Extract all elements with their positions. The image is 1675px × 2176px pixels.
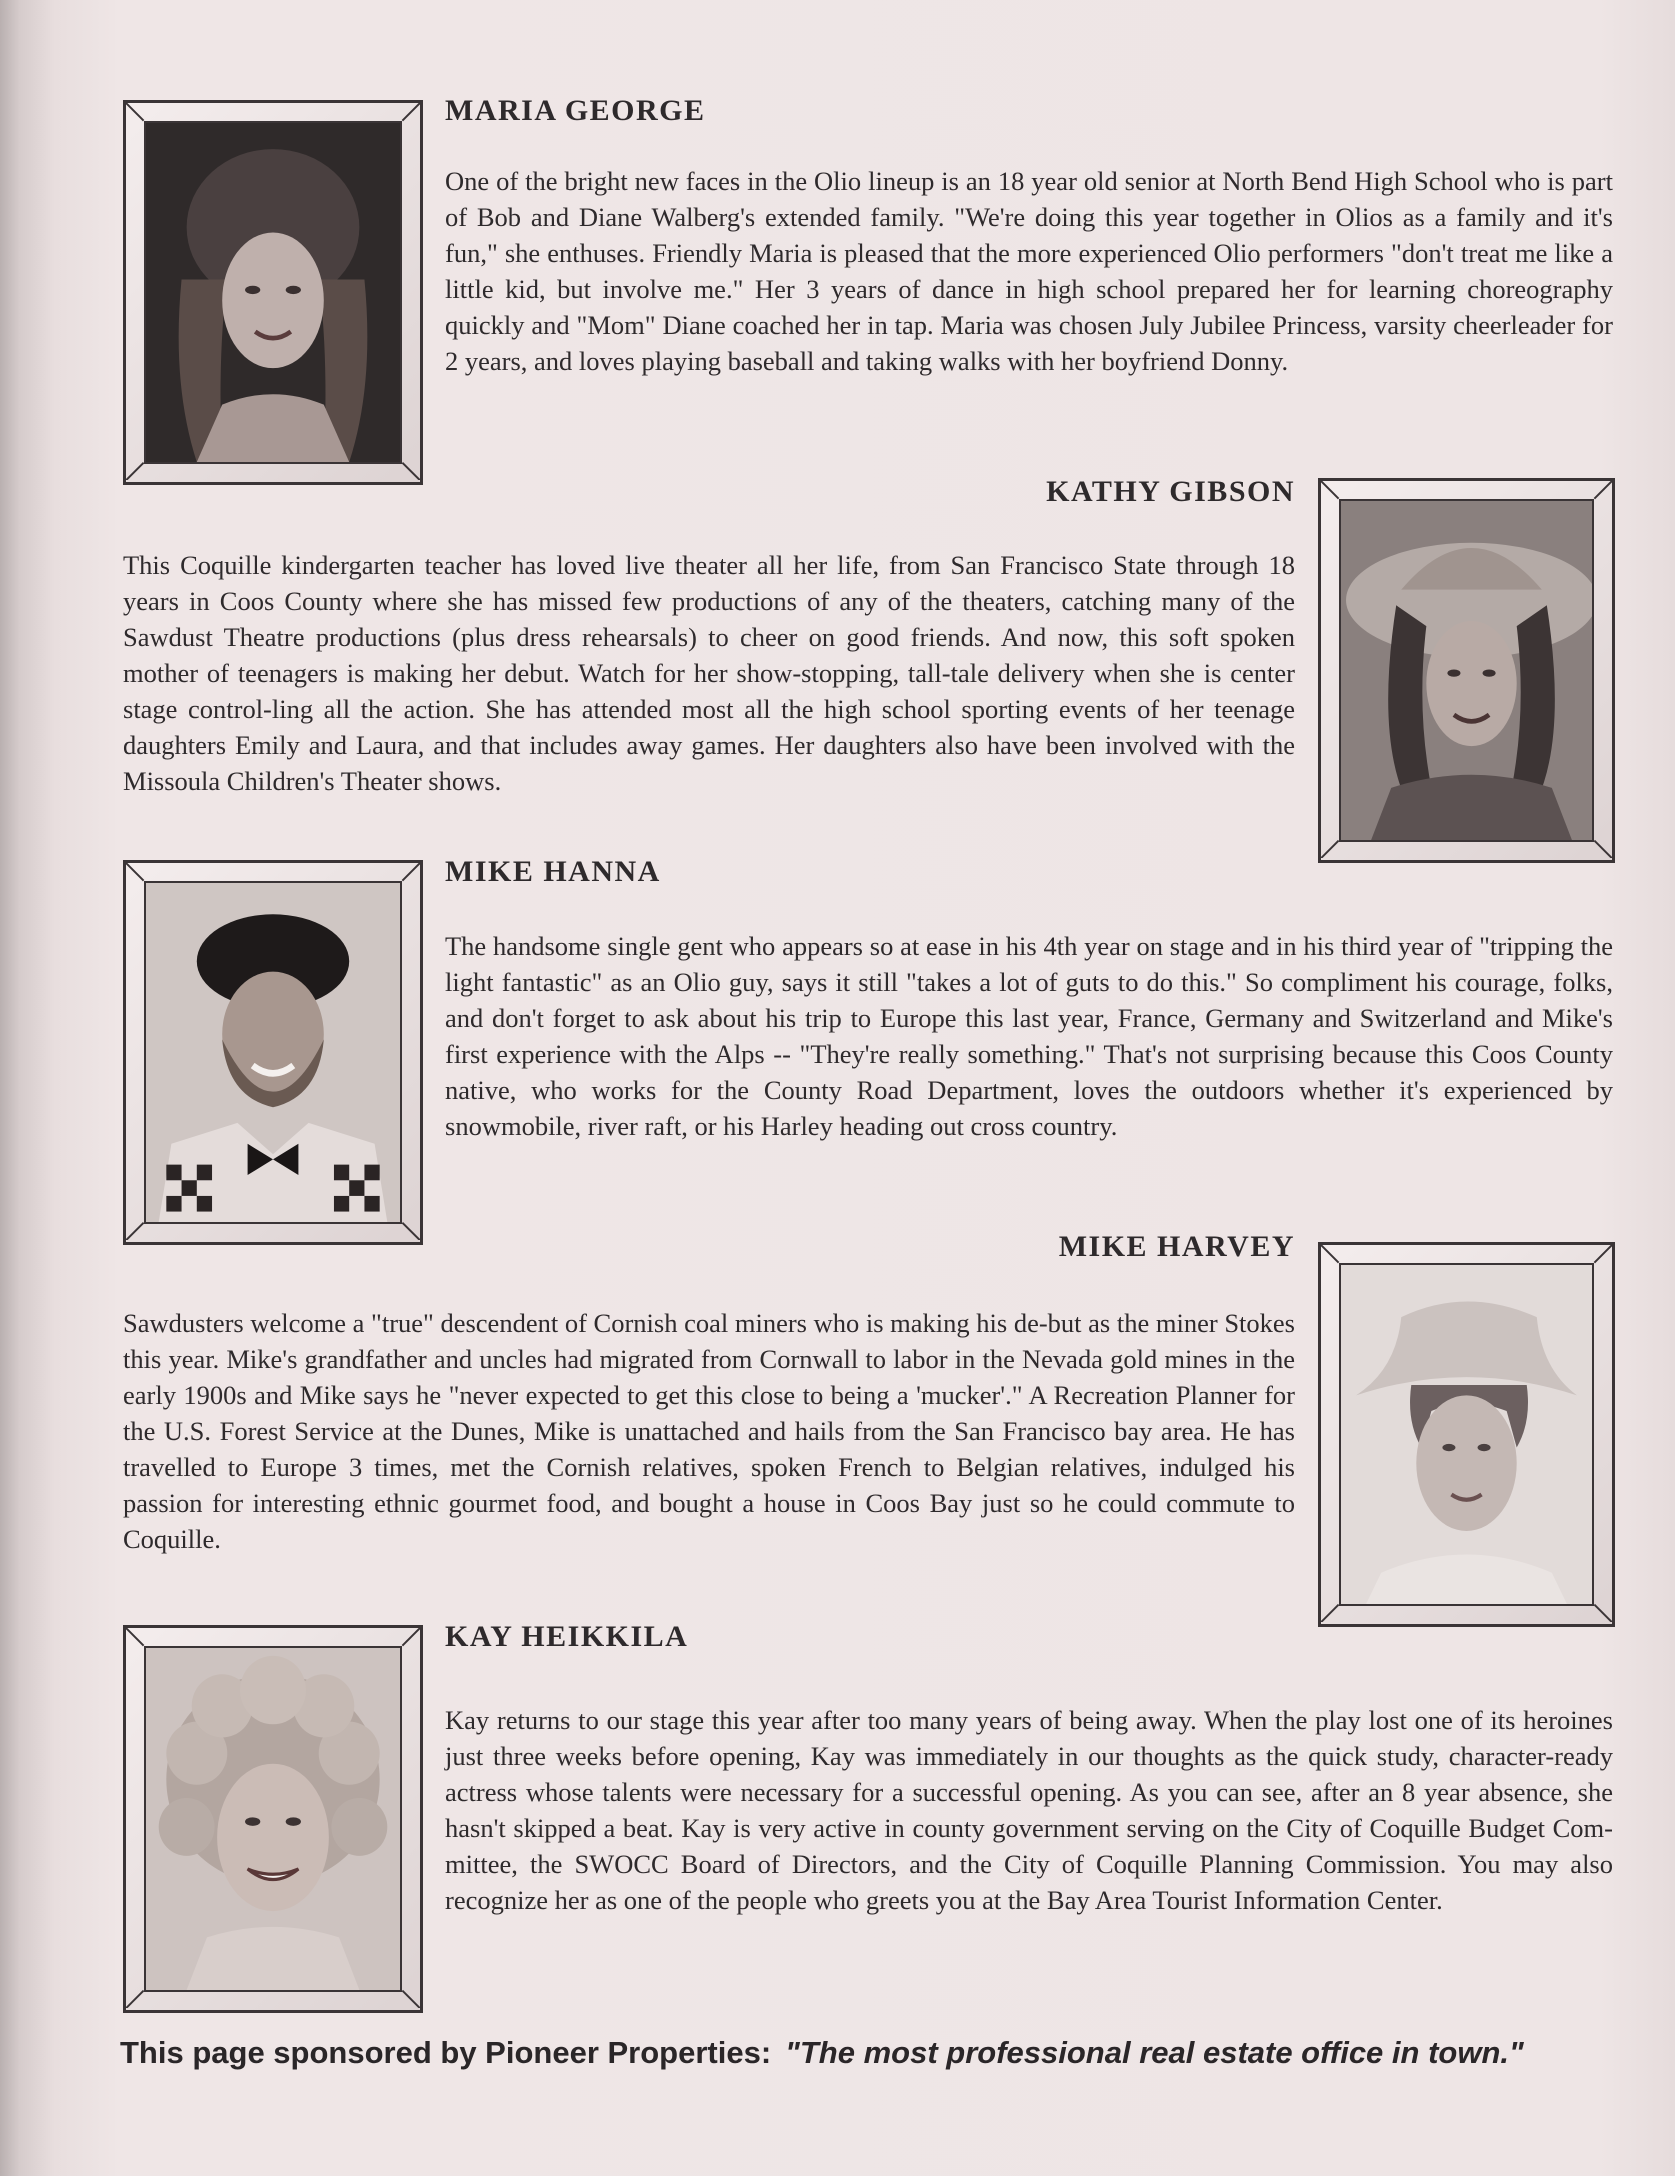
photo-frame-mike-harvey — [1318, 1242, 1615, 1627]
sponsor-footer — [120, 2035, 1524, 2071]
bio-name: MARIA GEORGE — [445, 94, 706, 127]
photo-frame-maria-george — [123, 100, 423, 485]
bio-text: Kay returns to our stage this year after too many years of being away. When the play lost one of its heroines just three weeks before opening, Kay was immediately in our thoughts as the quick study, character-ready actress whose talents were necessary for a successful opening. As you can see, after an 8 year absence, she hasn't skipped a beat. Kay is very active in county government serving on the City of Coquille Budget Com-mittee, the SWOCC Board of Directors, and the City of Coquille Planning Commission. You may also recognize her as one of the people who greets you at the Bay Area Tourist Information Center. — [445, 1705, 1613, 1915]
bio-text: This Coquille kindergarten teacher has loved live theater all her life, from San Francisco State through 18 years in Coos County where she has missed few productions of any of the theaters, catching many of the Sawdust Theatre productions (plus dress rehearsals) to cheer on good friends. And now, this soft spoken mother of teenagers is making her debut. Watch for her show-stopping, tall-tale delivery when she is center stage control-ling all the action. She has attended most all the high school sporting events of her teenage daughters Emily and Laura, and that includes away games. Her daughters also have been involved with the Missoula Children's Theater shows. — [123, 550, 1295, 796]
bio-name: KAY HEIKKILA — [445, 1620, 689, 1653]
photo-frame-kay-heikkila — [123, 1625, 423, 2013]
portrait-photo-mike-hanna — [144, 881, 402, 1224]
bio-name: KATHY GIBSON — [1046, 475, 1295, 508]
portrait-photo-kay-heikkila — [144, 1646, 402, 1992]
photo-frame-kathy-gibson — [1318, 478, 1615, 863]
portrait-photo-kathy-gibson — [1339, 499, 1594, 842]
bio-name: MIKE HANNA — [445, 855, 661, 888]
bio-text: One of the bright new faces in the Olio lineup is an 18 year old senior at North Bend High School who is part of Bob and Diane Walberg's extended family. "We're doing this year together in Olios as a family and it's fun," she enthuses. Friendly Maria is pleased that the more experienced Olio performers "don't treat me like a little kid, but involve me." Her 3 years of dance in high school prepared her for learning choreography quickly and "Mom" Diane coached her in tap. Maria was chosen July Jubilee Princess, varsity cheerleader for 2 years, and loves playing baseball and taking walks with her boyfriend Donny. — [445, 166, 1613, 376]
sponsor-tagline: "The most professional real estate office in town." — [785, 2035, 1524, 2070]
photo-frame-mike-hanna — [123, 860, 423, 1245]
portrait-photo-maria-george — [144, 121, 402, 464]
portrait-photo-mike-harvey — [1339, 1263, 1594, 1606]
sponsor-label: This page sponsored by Pioneer Properties: — [120, 2035, 772, 2070]
bio-text: The handsome single gent who appears so at ease in his 4th year on stage and in his third year of "tripping the light fantastic" as an Olio guy, says it still "takes a lot of guts to do this." So compliment his courage, folks, and don't forget to ask about his trip to Europe this last year, France, Germany and Switzerland and Mike's first experience with the Alps -- "They're really something." That's not surprising because this Coos County native, who works for the County Road Department, loves the outdoors whether it's experienced by snowmobile, river raft, or his Harley heading out cross country. — [445, 931, 1613, 1141]
bio-name: MIKE HARVEY — [1058, 1230, 1295, 1263]
bio-text: Sawdusters welcome a "true" descendent of Cornish coal miners who is making his de-but as the miner Stokes this year. Mike's grandfather and uncles had migrated from Cornwall to labor in the Nevada gold mines in the early 1900s and Mike says he "never expected to get this close to being a 'mucker'." A Recreation Planner for the U.S. Forest Service at the Dunes, Mike is unattached and hails from the San Francisco bay area. He has travelled to Europe 3 times, met the Cornish relatives, spoken French to Belgian relatives, indulged his passion for interesting ethnic gourmet food, and bought a house in Coos Bay just so he could commute to Coquille. — [123, 1308, 1295, 1554]
